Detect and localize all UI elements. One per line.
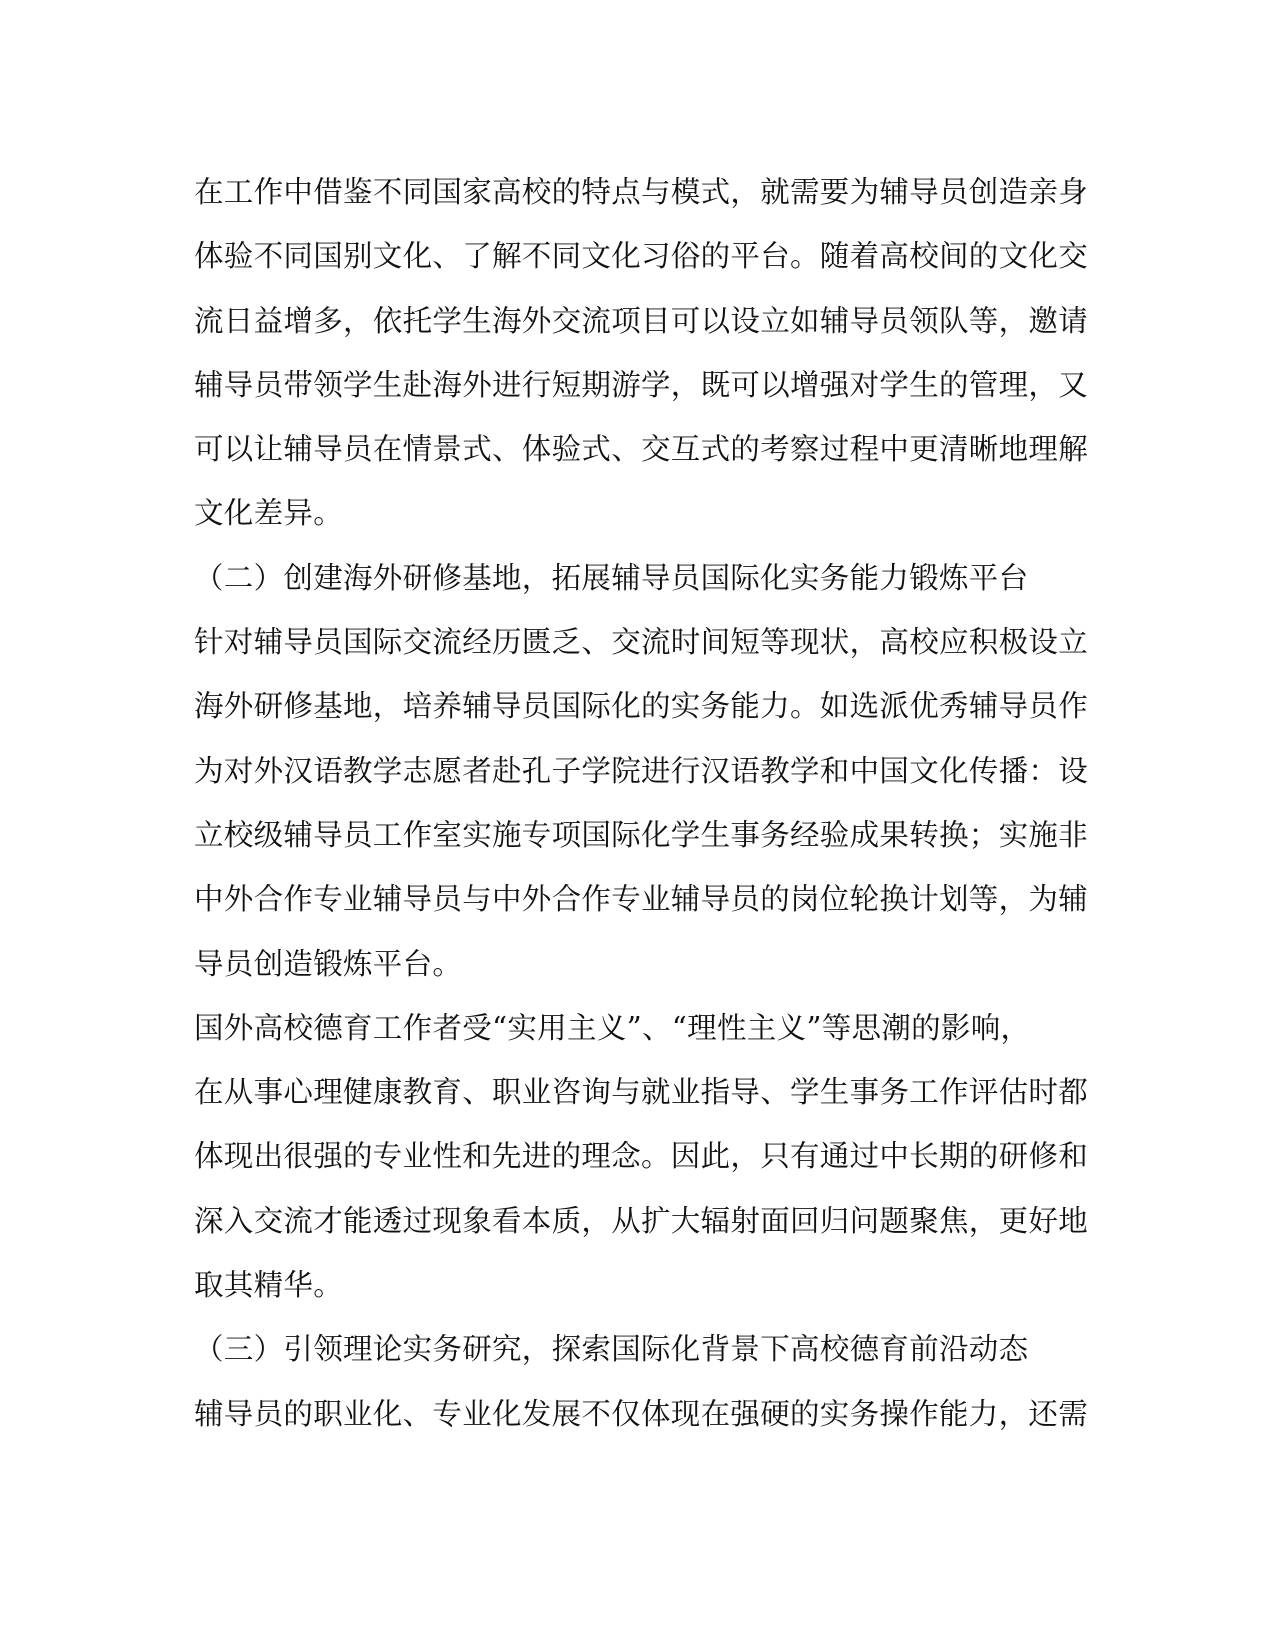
text-line: 辅导员带领学生赴海外进行短期游学，既可以增强对学生的管理，又 [194,367,1089,402]
text-line: 体现出很强的专业性和先进的理念。因此，只有通过中长期的研修和 [194,1139,1089,1174]
text-line: 国外高校德育工作者受“实用主义”、“理性主义”等思潮的影响， [194,1010,1031,1045]
document-body [194,160,1089,1446]
text-line: 取其精华。 [194,1268,344,1303]
text-line: 中外合作专业辅导员与中外合作专业辅导员的岗位轮换计划等，为辅 [194,882,1089,917]
section-heading: （二）创建海外研修基地，拓展辅导员国际化实务能力锻炼平台 [194,560,1029,595]
text-line: 辅导员的职业化、专业化发展不仅体现在强硬的实务操作能力，还需 [194,1396,1089,1431]
text-line: 可以让辅导员在情景式、体验式、交互式的考察过程中更清晰地理解 [194,432,1089,467]
text-line: 为对外汉语教学志愿者赴孔子学院进行汉语教学和中国文化传播：设 [194,753,1089,788]
text-line: 在从事心理健康教育、职业咨询与就业指导、学生事务工作评估时都 [194,1075,1089,1110]
text-line: 立校级辅导员工作室实施专项国际化学生事务经验成果转换；实施非 [194,817,1089,852]
text-line: 海外研修基地，培养辅导员国际化的实务能力。如选派优秀辅导员作 [194,689,1089,724]
text-line: 文化差异。 [194,496,344,531]
text-line: 流日益增多，依托学生海外交流项目可以设立如辅导员领队等，邀请 [194,303,1089,338]
text-line: 体验不同国别文化、了解不同文化习俗的平台。随着高校间的文化交 [194,239,1089,274]
text-line: 在工作中借鉴不同国家高校的特点与模式，就需要为辅导员创造亲身 [194,175,1089,209]
text-line: 导员创造锻炼平台。 [194,946,463,981]
text-line: 针对辅导员国际交流经历匮乏、交流时间短等现状，高校应积极设立 [194,625,1089,660]
text-line: 深入交流才能透过现象看本质，从扩大辐射面回归问题聚焦，更好地 [194,1203,1089,1238]
section-heading: （三）引领理论实务研究，探索国际化背景下高校德育前沿动态 [194,1332,1029,1367]
